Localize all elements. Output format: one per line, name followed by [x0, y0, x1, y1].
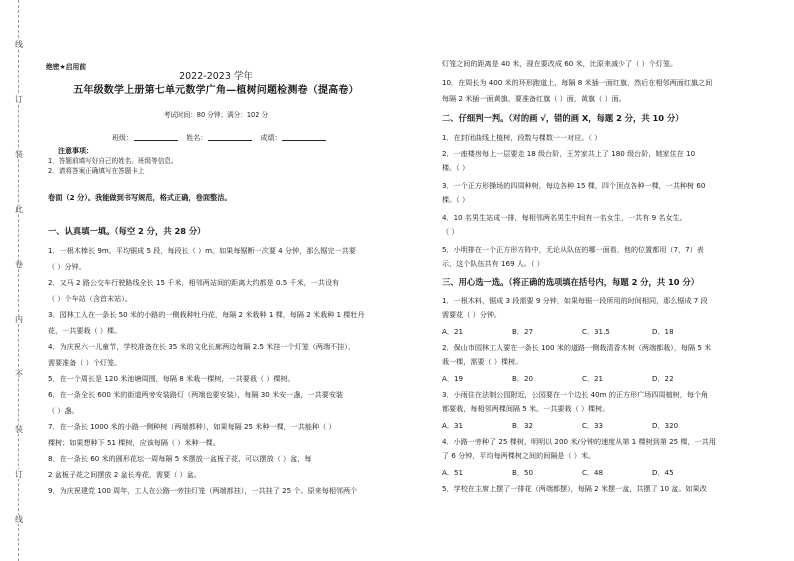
question-line: 4．小路一旁种了 25 棵树，明明以 200 米/分钟的速度从第 1 棵树到第 25 棵，一共用: [442, 437, 716, 446]
question-line: 1．在封闭曲线上植树，段数与棵数一一对应。（ ）: [442, 133, 602, 142]
choice-option[interactable]: A．19: [442, 374, 463, 383]
binding-label: 线: [15, 40, 23, 49]
section-1-heading: 一、认真填一填。（每空 2 分，共 28 分）: [48, 226, 206, 236]
choice-option[interactable]: B．32: [512, 421, 533, 430]
notice-heading: 注意事项：: [58, 147, 93, 155]
question-line: 2．保山市园林工人要在一条长 100 米的道路一侧栽清香木树（两端都栽），每隔 5 米: [442, 343, 712, 352]
question-line: 栽一棵，需要（ ）棵树。: [442, 357, 523, 366]
question-line: 4．为庆祝六一儿童节，学校准备在长 35 米的文化长廊两边每隔 2.5 米挂一个灯笼（两端不挂），: [48, 342, 355, 351]
student-fields: [112, 133, 332, 143]
neatness-note: 卷面（2 分）。我能做到书写规范，格式正确，卷面整洁。: [48, 193, 232, 202]
question-line: 6．在一条全长 600 米的街道两旁安装路灯（两端也要安装），每隔 30 米安一盏，一共要安装: [48, 390, 344, 399]
name-field-input[interactable]: [208, 140, 252, 141]
question-line: 3．园林工人在一条长 50 米的小路的一侧栽种牡丹花，每隔 2 米栽种 1 棵，每隔 2 米栽种 1 棵牡丹: [48, 310, 365, 319]
question-line: 10．在周长为 400 米的环形跑道上，每隔 8 米插一面红旗，然后在相邻两面红旗之间: [442, 78, 713, 87]
choice-option[interactable]: A．21: [442, 327, 463, 336]
question-line: 4．10 名男生站成一排，每相邻两名男生中间有一名女生，一共有 9 名女生。: [442, 213, 687, 222]
question-line: 需要花（ ）分钟。: [442, 310, 502, 319]
question-line: 2．又马 2 路公交车行驶路线全长 15 千米，相邻两站间的距离大约都是 0.5 千米，一共设有: [48, 278, 340, 287]
question-line: 1．一根木料，锯成 3 段需要 9 分钟，如果每锯一段所用的时间相同，那么锯成 7 段: [442, 296, 708, 305]
choice-option[interactable]: B．50: [512, 468, 533, 477]
question-line: 棵树；如果想种下 51 棵树，应该每隔（ ）米种一棵。: [48, 438, 220, 447]
question-line: 3．小雨住在法制公园附近，公园要在一个边长 40m 的正方形广场四周植树，每个角: [442, 390, 709, 399]
exam-meta: 考试时间：80 分钟；满分：102 分: [163, 111, 269, 119]
question-line: 2 盆栀子花之间摆放 2 盆长寿花，需要（ ）盆。: [48, 470, 201, 479]
question-line: （ ）分钟。: [48, 262, 86, 271]
question-line: 5．小明排在一个正方形方阵中，无论从队伍的哪一面看，他的位置都用（7，7）表: [442, 245, 704, 254]
binding-label: 卷: [15, 260, 23, 269]
binding-label: 线: [15, 515, 23, 524]
section-3-heading: 三、用心选一选。（将正确的选项填在括号内，每题 2 分，共 10 分）: [442, 277, 700, 287]
choice-option[interactable]: D．18: [652, 327, 674, 336]
score-field-input[interactable]: [282, 140, 326, 141]
choice-option[interactable]: C．31.5: [582, 327, 610, 336]
choice-option[interactable]: D．22: [652, 374, 674, 383]
question-line: 都要栽，每相邻两棵间隔 5 米。一共要栽（ ）棵树。: [442, 404, 610, 413]
binding-label: 不: [15, 370, 23, 379]
binding-label: 内: [15, 315, 23, 324]
question-line: 2．一座楼房每上一层要走 18 级台阶，王芳家共上了 180 级台阶，她家住在 10: [442, 149, 696, 158]
question-line: 8．在一条长 60 米的圆形花坛一周每隔 5 米摆放一盆栀子花，可以摆放（ ）盆，每: [48, 454, 312, 463]
question-line: （ ）: [442, 227, 459, 236]
secret-mark: 绝密★启用前: [46, 63, 87, 71]
class-field-label: 班级：: [112, 134, 133, 142]
question-line: 3．一个正方形操场的四周种树，每边各种 15 棵，四个顶点各种一棵，一共种树 60: [442, 181, 706, 190]
question-line: 示，这个队伍共有 169 人。（ ）: [442, 259, 544, 268]
score-field-label: 成绩：: [260, 134, 282, 142]
choice-option[interactable]: A．51: [442, 468, 463, 477]
question-line: 灯笼之间的距离是 40 米，现在要改成 60 米，比原来减少了（ ）个灯笼。: [442, 59, 678, 68]
binding-label: 订: [15, 470, 23, 479]
choice-option[interactable]: C．21: [582, 374, 604, 383]
choice-option[interactable]: B．27: [512, 327, 533, 336]
binding-label: 装: [15, 150, 23, 159]
choice-option[interactable]: C．48: [582, 468, 604, 477]
binding-margin: [0, 0, 40, 561]
binding-label: 此: [15, 205, 23, 214]
question-line: 楼。（ ）: [442, 163, 470, 172]
binding-label: 订: [15, 95, 23, 104]
question-line: 每隔 2 米插一面黄旗，要准备红旗（ ）面，黄旗（ ）面。: [442, 94, 626, 103]
question-line: 7．在一条长 1000 米的小路一侧种树（两端都种），如果每隔 25 米种一棵，一共能种（ ）: [48, 422, 336, 431]
choice-option[interactable]: C．33: [582, 421, 604, 430]
question-line: 5．学校在主席上摆了一排花（两端都摆），每隔 2 米摆一盆，共摆了 10 盆。如果改: [442, 484, 707, 493]
question-line: （ ）个车站（含首末站）。: [48, 294, 132, 303]
question-line: 9．为庆祝建党 100 周年，工人在公路一旁挂灯笼（两端都挂），一共挂了 25 个。原来每相邻两个: [48, 486, 358, 495]
notice-item: 1．答题前填写好自己的姓名、班级等信息。: [48, 157, 178, 165]
page-title: 五年级数学上册第七单元数学广角—植树问题检测卷（提高卷）: [73, 85, 359, 96]
name-field-label: 姓名：: [186, 134, 208, 142]
choice-option[interactable]: D．45: [652, 468, 674, 477]
exam-year: 2022-2023 学年: [179, 71, 253, 82]
notice-item: 2．请将答案正确填写在答题卡上: [48, 167, 145, 175]
binding-label: 装: [15, 425, 23, 434]
choice-option[interactable]: B．20: [512, 374, 533, 383]
choice-option[interactable]: A．31: [442, 421, 463, 430]
question-line: 花，一共要栽（ ）棵。: [48, 326, 122, 335]
choice-option[interactable]: D．320: [652, 421, 679, 430]
question-line: （ ）盏。: [48, 406, 79, 415]
question-line: 了 6 分钟，平均每两棵树之间的间隔是（ ）米。: [442, 451, 596, 460]
question-line: 1．一根木棒长 9m。平均锯成 5 段，每段长（ ）m。如果每锯断一次要 4 分钟，那么锯完一共要: [48, 246, 356, 255]
section-2-heading: 二、仔细判一判。（对的画 √，错的画 X，每题 2 分，共 10 分）: [442, 113, 684, 123]
question-line: 需要准备（ ）个灯笼。: [48, 358, 122, 367]
question-line: 棵。（ ）: [442, 195, 470, 204]
class-field-input[interactable]: [134, 140, 178, 141]
question-line: 5．在一个周长是 120 米池塘周围，每隔 8 米栽一棵树，一共要栽（ ）棵树。: [48, 374, 295, 383]
